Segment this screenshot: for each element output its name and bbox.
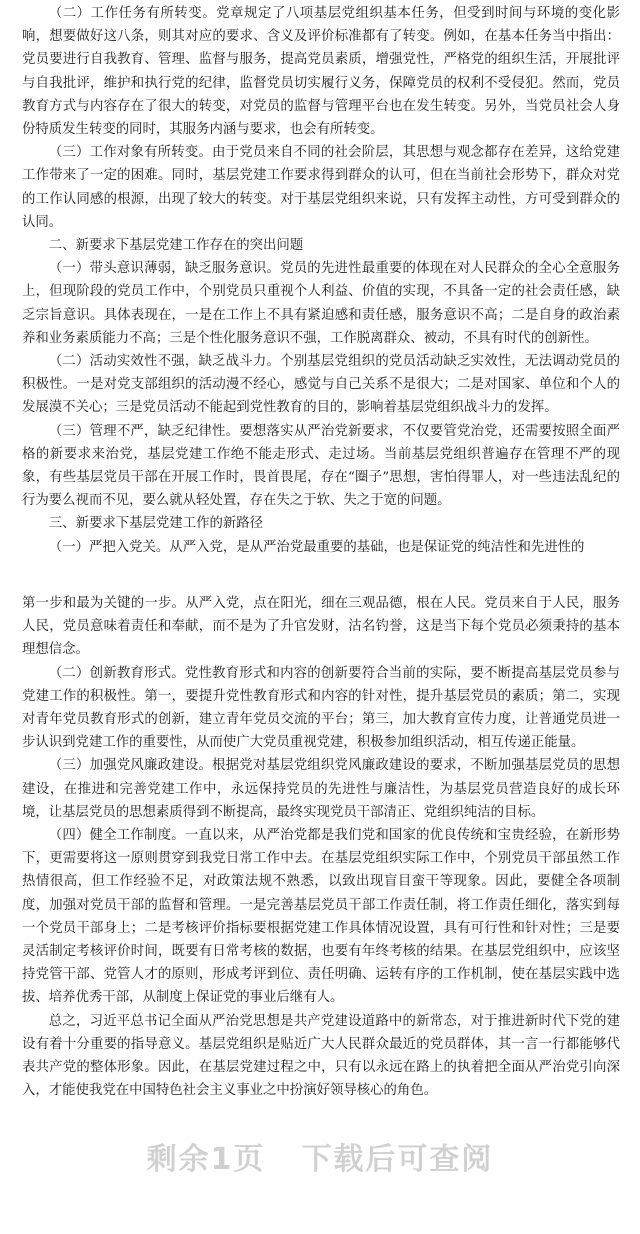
paragraph: （二）工作任务有所转变。党章规定了八项基层党组织基本任务，但受到时间与环境的变化影响，想要做好这八条，则其对应的要求、含义及评价标准都有了转变。例如，在基本任务当中指出：党员要进行自我教育、管理、监督与服务，提高党员素质，增强党性，严格党的组织生活，开展批评与自我批评，维护和执行党的纪律，监督党员切实履行义务，保障党员的权利不受侵犯。然而，党员教育方式与内容存在了很大的转变，对党员的监督与管理平台也在发生转变。另外，当党员社会人身份特质发生转变的同时，其服务内涵与要求，也会有所转变。 bbox=[22, 6, 620, 138]
paragraph: （三）工作对象有所转变。由于党员来自不同的社会阶层，其思想与观念都存在差异，这给党建工作带来了一定的困难。同时，基层党建工作要求得到群众的认可，但在当前社会形势下，群众对党的工作认同感的根源，出现了较大的转变。对于基层党组织来说，只有发挥主动性，方可受到群众的认同。 bbox=[22, 145, 620, 230]
download-hint-text: 下载后可查阅 bbox=[301, 1142, 494, 1177]
text-block-upper bbox=[22, 2, 620, 559]
paragraph: （四）健全工作制度。一直以来，从严治党都是我们党和国家的优良传统和宝贵经验，在新形势下，更需要将这一原则贯穿到我党日常工作中去。在基层党组织实际工作中，个别党员干部虽然工作热情很高，但工作经验不足，对政策法规不熟悉，以致出现盲目蛮干等现象。因此，要健全各项制度，加强对党员干部的监督和管理。一是完善基层党员干部工作责任制，将工作责任细化，落实到每一个党员干部身上；二是考核评价指标要根据党建工作具体情况设置，具有可行性和针对性；三是要灵活制定考核评价时间，既要有日常考核的数据，也要有年终考核的结果。在基层党组织中，应该坚持党管干部、党管人才的原则，形成考评到位、责任明确、运转有序的工作机制，使在基层实践中选拔、培养优秀干部，从制度上保证党的事业后继有人。 bbox=[22, 828, 620, 1006]
section-heading: 三、新要求下基层党建工作的新路径 bbox=[48, 516, 264, 532]
section-heading: 二、新要求下基层党建工作存在的突出问题 bbox=[48, 238, 304, 254]
paragraph-continuation: 第一步和最为关键的一步。从严入党，点在阳光，细在三观品德，根在人民。党员来自于人民，服务人民，党员意味着责任和奉献，而不是为了升官发财，沽名钓誉，这是当下每个党员必须秉持的基本理想信念。 bbox=[22, 596, 620, 658]
paragraph: （二）活动实效性不强，缺乏战斗力。个别基层党组织的党员活动缺乏实效性，无法调动党员的积极性。一是对党支部组织的活动漫不经心，感觉与自己关系不是很大；二是对国家、单位和个人的发展漠不关心；三是党员活动不能起到党性教育的目的，影响着基层党组织战斗力的发挥。 bbox=[22, 354, 620, 416]
paragraph: （三）加强党风廉政建设。根据党对基层党组织党风廉政建设的要求，不断加强基层党员的思想建设，在推进和完善党建工作中，永远保持党员的先进性与廉洁性，为基层党员营造良好的成长环境，让基层党员的思想素质得到不断提高，最终实现党员干部清正、党组织纯洁的目标。 bbox=[22, 758, 620, 820]
paragraph: （一）带头意识薄弱，缺乏服务意识。党员的先进性最重要的体现在对人民群众的全心全意服务上，但现阶段的党员工作中，个别党员只重视个人利益、价值的实现，不具备一定的社会责任感，缺乏宗旨意识。具体表现在，一是在工作上不具有紧迫感和责任感，服务意识不高；二是自身的政治素养和业务素质能力不高；三是个性化服务意识不强，工作脱离群众、被动，不具有时代的创新性。 bbox=[22, 261, 620, 346]
paragraph: （二）创新教育形式。党性教育形式和内容的创新要符合当前的实际，要不断提高基层党员参与党建工作的积极性。第一，要提升党性教育形式和内容的针对性，提升基层党员的素质；第二，实现对青年党员教育形式的创新，建立青年党员交流的平台；第三，加大教育宣传力度，让普通党员进一步认识到党建工作的重要性，从而使广大党员重视党建，积极参加组织活动，相互传递正能量。 bbox=[22, 665, 620, 751]
paragraph: 总之，习近平总书记全面从严治党思想是共产党建设道路中的新常态，对于推进新时代下党的建设有着十分重要的指导意义。基层党组织是贴近广大人民群众最近的党员群体，其一言一行都能够代表共产党的整体形象。因此，在基层党建过程之中，只有以永远在路上的执着把全面从严治党引向深入，才能使我党在中国特色社会主义事业之中扮演好领导核心的角色。 bbox=[22, 1013, 620, 1099]
remaining-pages-banner[interactable] bbox=[0, 1134, 640, 1178]
remaining-pages-text: 剩余1页 bbox=[146, 1142, 266, 1177]
paragraph: （一）严把入党关。从严入党，是从严治党最重要的基础，也是保证党的纯洁性和先进性的 bbox=[48, 539, 585, 555]
paragraph: （三）管理不严，缺乏纪律性。要想落实从严治党新要求，不仅要管党治党，还需要按照全面严格的新要求来治党，基层党建工作绝不能走形式、走过场。当前基层党组织普遍存在管理不严的现象，有些基层党员干部在开展工作时，畏首畏尾，存在“圈子”思想，害怕得罪人，对一些违法乱纪的行为要么视而不见，要么就从轻处置，存在失之于软、失之于宽的问题。 bbox=[22, 423, 620, 509]
text-block-lower bbox=[22, 592, 620, 1102]
